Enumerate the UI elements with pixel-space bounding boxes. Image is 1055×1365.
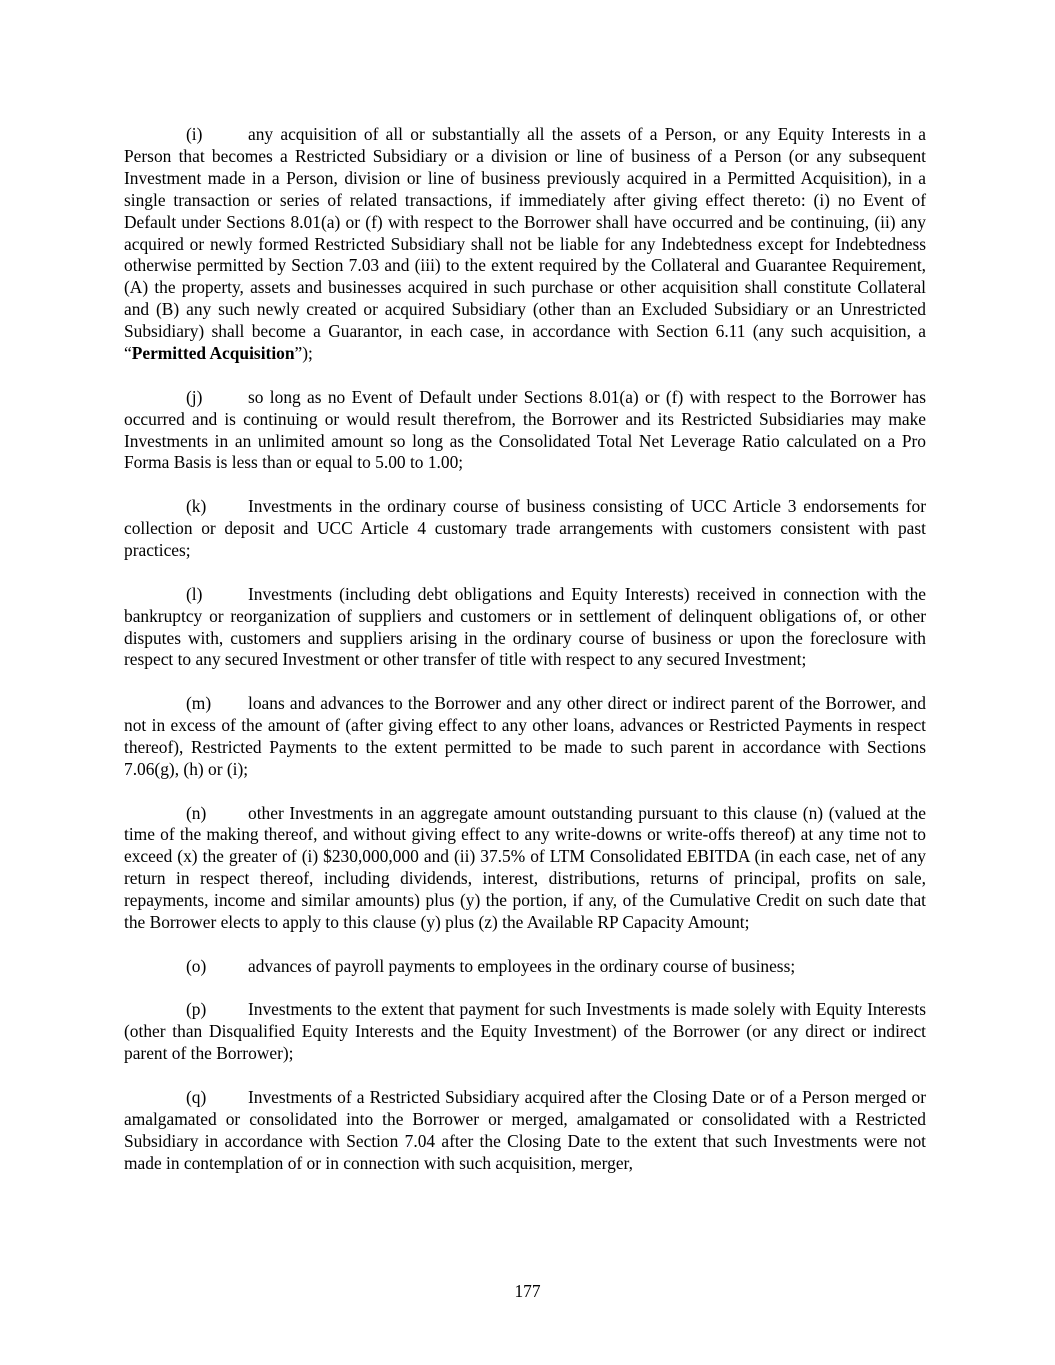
clause-label: (i) <box>186 124 203 144</box>
clause-label: (m) <box>186 693 212 714</box>
clause-label: (p) <box>186 999 207 1020</box>
clause-label: (l) <box>186 583 203 604</box>
clause-text: any acquisition of all or substantially all the assets of a Person, or any Equity Interests in a Person that becomes a Restricted Subsidiary or a division or line of business of a Person (or any subsequent Investment made in a Person, division or line of business previously acquired in a Permitted Acquisition), in a single transaction or series of related transactions, if immediately after giving effect thereto: (i) no Event of Default under Sections 8.01(a) or (f) with respect to the Borrower shall have occurred and be continuing, (ii) any acquired or newly formed Restricted Subsidiary shall not be liable for any Indebtedness except for Indebtedness otherwise permitted by Section 7.03 and (iii) to the extent required by the Collateral and Guarantee Requirement, (A) the property, assets and businesses acquired in such purchase or other acquisition shall constitute Collateral and (B) any such newly created or acquired Subsidiary (other than an Excluded Subsidiary or an Unrestricted Subsidiary) shall become a Guarantor, in each case, in accordance with Section 6.11 (any such acquisition, a “ <box>124 124 926 364</box>
document-page <box>124 124 926 1196</box>
clause-label: (q) <box>186 1087 207 1107</box>
clause-o <box>124 956 926 978</box>
clause-q <box>124 1087 926 1175</box>
clause-l <box>124 584 926 672</box>
clause-p <box>124 999 926 1065</box>
clause-text: loans and advances to the Borrower and any other direct or indirect parent of the Borrower, and not in excess of the amount of (after giving effect to any other loans, advances or Restricted Payments in respect thereof), Restricted Payments to the extent permitted to be made to such parent in accordance with Sections 7.06(g), (h) or (i); <box>124 693 926 779</box>
clause-text: Investments to the extent that payment for such Investments is made solely with Equity Interests (other than Disqualified Equity Interests and the Equity Investment) of the Borrower (or any direct or indirect parent of the Borrower); <box>124 999 926 1064</box>
clause-text: so long as no Event of Default under Sections 8.01(a) or (f) with respect to the Borrower has occurred and is continuing or would result therefrom, the Borrower and its Restricted Subsidiaries may make Investments in an unlimited amount so long as the Consolidated Total Net Leverage Ratio calculated on a Pro Forma Basis is less than or equal to 5.00 to 1.00; <box>124 386 926 473</box>
clause-j <box>124 387 926 475</box>
page-number: 177 <box>514 1281 541 1301</box>
clause-n <box>124 803 926 934</box>
clause-tail: ”); <box>294 343 313 364</box>
clause-label: (j) <box>186 386 203 407</box>
clause-i <box>124 124 926 365</box>
defined-term: Permitted Acquisition <box>131 343 295 364</box>
clause-text: advances of payroll payments to employees in the ordinary course of business; <box>248 955 796 976</box>
clause-k <box>124 496 926 562</box>
clause-label: (n) <box>186 802 207 823</box>
clause-text: Investments in the ordinary course of business consisting of UCC Article 3 endorsements for collection or deposit and UCC Article 4 customary trade arrangements with customers consistent with past practices; <box>124 496 926 560</box>
clause-label: (o) <box>186 955 207 976</box>
clause-m <box>124 693 926 781</box>
clause-label: (k) <box>186 496 207 517</box>
clause-text: other Investments in an aggregate amount outstanding pursuant to this clause (n) (valued at the time of the making thereof, and without giving effect to any write-downs or write-offs thereof) at any time not to exceed (x) the greater of (i) $230,000,000 and (ii) 37.5% of LTM Consolidated EBITDA (in each case, net of any return in respect thereof, including dividends, interest, distributions, returns of principal, profits on sale, repayments, income and similar amounts) plus (y) the portion, if any, of the Cumulative Credit on such date that the Borrower elects to apply to this clause (y) plus (z) the Available RP Capacity Amount; <box>124 802 926 933</box>
clause-text: Investments (including debt obligations and Equity Interests) received in connection with the bankruptcy or reorganization of suppliers and customers or in settlement of delinquent obligations of, or other disputes with, customers and suppliers arising in the ordinary course of business or upon the foreclosure with respect to any secured Investment or other transfer of title with respect to any secured Investment; <box>124 583 926 670</box>
clause-text: Investments of a Restricted Subsidiary acquired after the Closing Date or of a Person merged or amalgamated or consolidated into the Borrower or merged, amalgamated or consolidated with a Restricted Subsidiary in accordance with Section 7.04 after the Closing Date to the extent that such Investments were not made in contemplation of or in connection with such acquisition, merger, <box>124 1087 926 1173</box>
